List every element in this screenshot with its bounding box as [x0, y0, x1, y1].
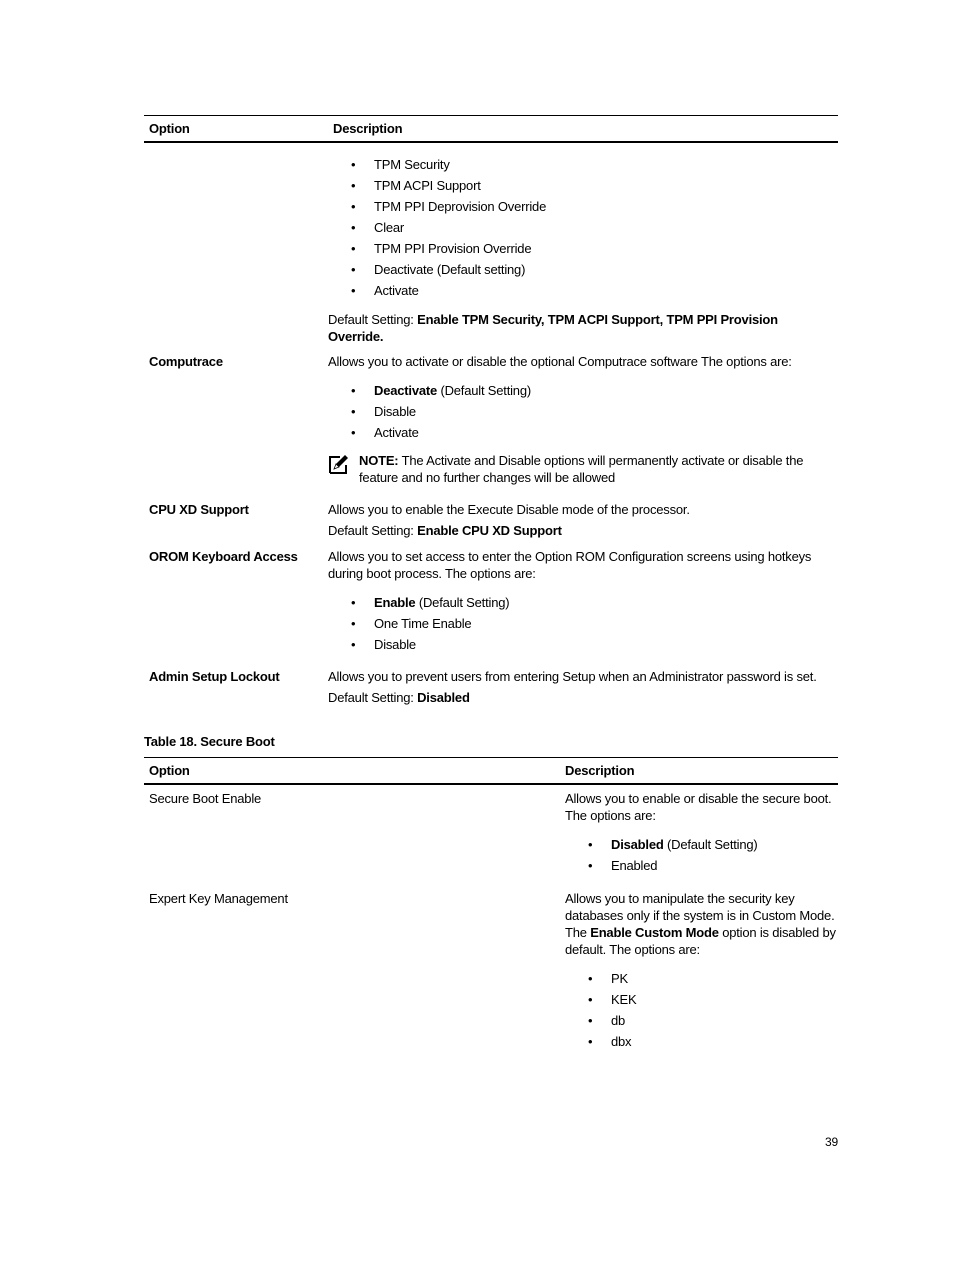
description-cell — [328, 548, 833, 655]
table-row-orom — [144, 548, 838, 655]
orom-options-list — [328, 592, 833, 655]
expert-key-options-list — [565, 968, 838, 1052]
desc-part: Allows you to manipulate the security key databases only if the system is in Custom Mode. The — [565, 891, 835, 940]
option-cell — [144, 548, 328, 655]
table-caption: Table 18. Secure Boot — [144, 734, 275, 749]
table-row-cpu-xd — [144, 501, 838, 539]
table-row-secure-boot — [144, 790, 838, 876]
list-item: • TPM PPI Provision Override — [328, 238, 833, 259]
header-option: Option — [149, 763, 190, 778]
option-cell — [144, 890, 565, 1052]
option-cell — [144, 790, 565, 876]
description-text: Allows you to enable or disable the secure boot. The options are: — [565, 791, 832, 823]
option-name: CPU XD Support — [149, 502, 249, 517]
description-cell — [565, 790, 838, 876]
list-item: • Activate — [328, 280, 833, 301]
list-item — [328, 380, 833, 401]
option-name: Expert Key Management — [149, 891, 288, 906]
page-content — [144, 115, 838, 1049]
list-item: • TPM Security — [328, 154, 833, 175]
description-text: Allows you to set access to enter the Option ROM Configuration screens using hotkeys during boot process. The options are: — [328, 549, 812, 581]
note-box — [328, 452, 833, 486]
option-cell — [144, 668, 328, 706]
table-header — [144, 757, 838, 785]
secure-boot-options-list — [565, 834, 838, 876]
tpm-options-list — [328, 154, 833, 301]
option-cell — [144, 154, 328, 345]
bios-options-table — [144, 115, 838, 706]
table-header — [144, 115, 838, 143]
list-item: • Activate — [328, 422, 833, 443]
list-item: • db — [565, 1010, 838, 1031]
description-cell — [328, 154, 833, 345]
list-item — [328, 592, 833, 613]
description-text: Allows you to activate or disable the optional Computrace software The options are: — [328, 354, 792, 369]
option-name: Computrace — [149, 354, 223, 369]
list-item: • Disable — [328, 634, 833, 655]
default-setting — [328, 689, 833, 706]
list-item: • KEK — [565, 989, 838, 1010]
description-cell — [328, 501, 833, 539]
list-item: • Enabled — [565, 855, 838, 876]
default-label: Default Setting: — [328, 523, 418, 538]
default-label: Default Setting: — [328, 690, 418, 705]
note-body: The Activate and Disable options will permanently activate or disable the feature and no further changes will be allowed — [359, 453, 804, 485]
note-text — [359, 452, 833, 486]
pencil-note-icon — [328, 452, 359, 478]
default-label: Default Setting: — [328, 312, 418, 327]
item-text: (Default Setting) — [663, 837, 758, 852]
list-item: • Disable — [328, 401, 833, 422]
header-description: Description — [333, 121, 403, 136]
table-row-computrace — [144, 353, 838, 486]
default-setting — [328, 522, 833, 539]
description-cell — [328, 353, 833, 486]
description-text: Allows you to prevent users from entering Setup when an Administrator password is set. — [328, 669, 817, 684]
header-option: Option — [149, 121, 190, 136]
table-row-tpm — [144, 154, 838, 345]
item-bold: Disabled — [611, 837, 664, 852]
item-text: (Default Setting) — [437, 383, 531, 398]
option-cell — [144, 501, 328, 539]
list-item: • dbx — [565, 1031, 838, 1052]
item-bold: Deactivate — [374, 383, 438, 398]
description-text — [565, 890, 838, 958]
option-name: Admin Setup Lockout — [149, 669, 280, 684]
default-value: Enable TPM Security, TPM ACPI Support, TPM PPI Provision Override. — [328, 312, 778, 344]
description-text: Allows you to enable the Execute Disable mode of the processor. — [328, 502, 690, 517]
option-name: OROM Keyboard Access — [149, 549, 298, 564]
list-item: • TPM ACPI Support — [328, 175, 833, 196]
list-item: • TPM PPI Deprovision Override — [328, 196, 833, 217]
item-bold: Enable — [374, 595, 416, 610]
list-item: • Clear — [328, 217, 833, 238]
list-item: • PK — [565, 968, 838, 989]
list-item: • One Time Enable — [328, 613, 833, 634]
table-row-admin-lockout — [144, 668, 838, 706]
item-text: (Default Setting) — [415, 595, 510, 610]
default-value: Enable CPU XD Support — [417, 523, 562, 538]
note-label: NOTE: — [359, 453, 399, 468]
description-cell — [565, 890, 838, 1052]
list-item — [565, 834, 838, 855]
desc-bold: Enable Custom Mode — [590, 925, 719, 940]
desc-part: option is disabled by default. The options are: — [565, 925, 836, 957]
list-item: • Deactivate (Default setting) — [328, 259, 833, 280]
secure-boot-table — [144, 757, 838, 1052]
option-name: Secure Boot Enable — [149, 791, 262, 806]
table-row-expert-key — [144, 890, 838, 1052]
description-cell — [328, 668, 833, 706]
computrace-options-list — [328, 380, 833, 443]
default-value: Disabled — [417, 690, 470, 705]
option-cell — [144, 353, 328, 486]
tpm-default-setting — [328, 311, 833, 345]
header-description: Description — [565, 763, 635, 778]
page-number: 39 — [825, 1135, 838, 1149]
